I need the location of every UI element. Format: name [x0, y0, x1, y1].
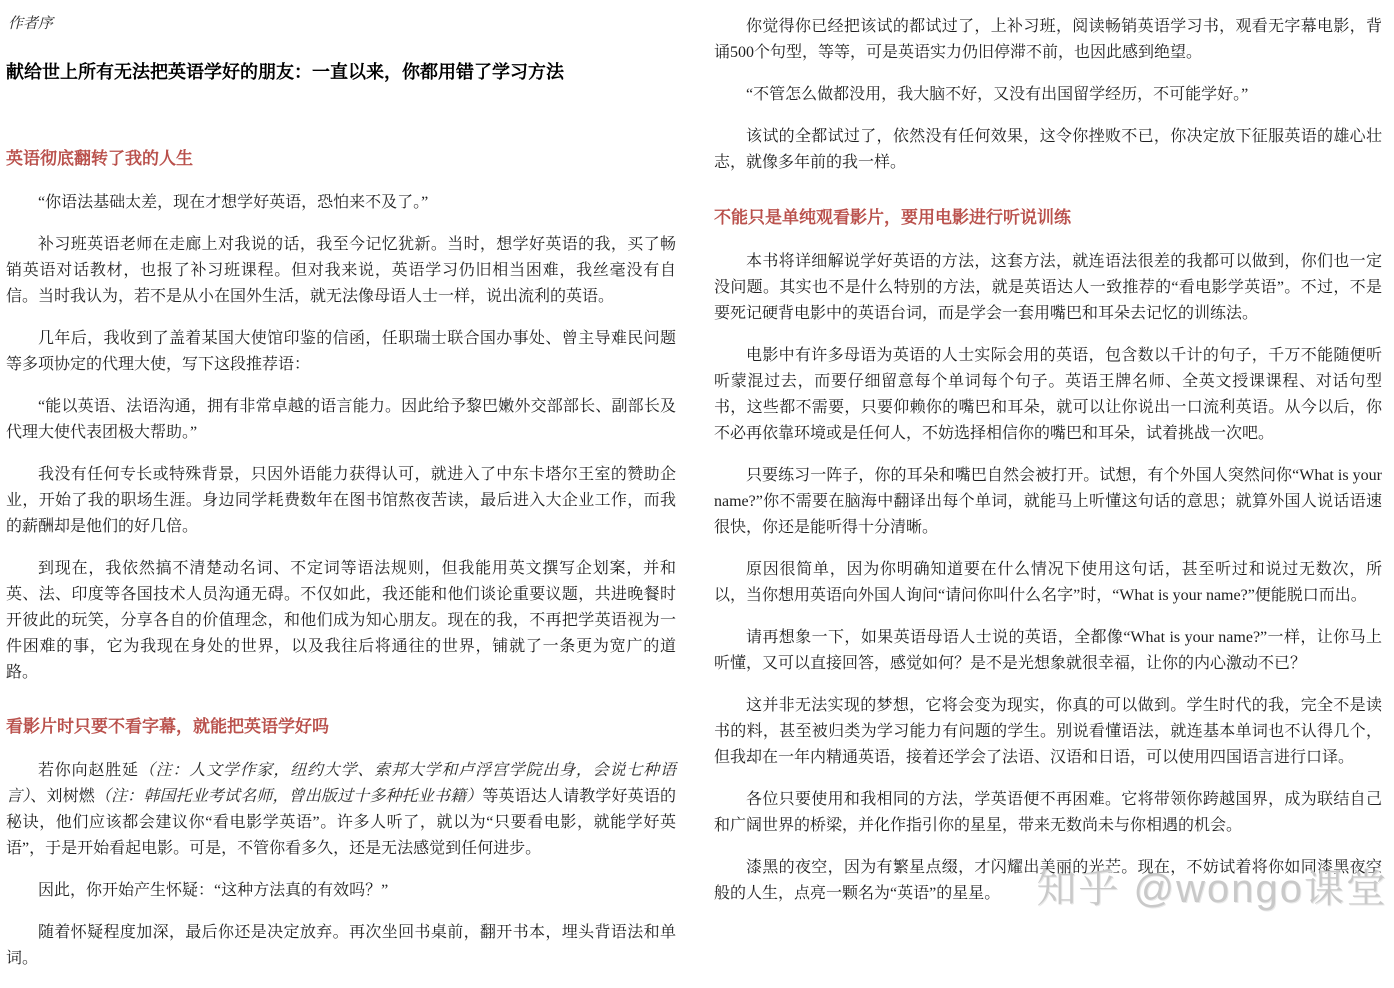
paragraph: 本书将详细解说学好英语的方法，这套方法，就连语法很差的我都可以做到，你们也一定没问题。其实也不是什么特别的方法，就是英语达人一致推荐的“看电影学英语”。不过，不是要死记硬背电影中的英语台词，而是学会一套用嘴巴和耳朵去记忆的训练法。	[714, 253, 1382, 322]
section-heading-english-turned-my-life: 英语彻底翻转了我的人生	[6, 149, 193, 168]
paragraph	[6, 758, 676, 862]
paragraph: 原因很简单，因为你明确知道要在什么情况下使用这句话，甚至听过和说过无数次，所以，当你想用英语向外国人询问“请问你叫什么名字”时，“What is your name?”便能脱口而出。	[714, 561, 1382, 604]
paragraph-text: 、刘树燃	[30, 788, 95, 805]
paragraph-text: 等英语达人请教学好英语的秘诀，他们应该都会建议你“看电影学英语”。许多人听了，就以为“只要看电影，就能学好英语”，于是开始看起电影。可是，不管你看多久，还是无法感觉到任何进步。	[6, 788, 676, 857]
annotation-note: （注：韩国托业考试名师，曾出版过十多种托业书籍）	[94, 788, 483, 805]
paragraph: 补习班英语老师在走廊上对我说的话，我至今记忆犹新。当时，想学好英语的我，买了畅销英语对话教材，也报了补习班课程。但对我来说，英语学习仍旧相当困难，我丝毫没有自信。当时我认为，若不是从小在国外生活，就无法像母语人士一样，说出流利的英语。	[6, 236, 676, 305]
paragraph: 电影中有许多母语为英语的人士实际会用的英语，包含数以千计的句子，千万不能随便听听蒙混过去，而要仔细留意每个单词每个句子。英语王牌名师、全英文授课课程、对话句型书，这些都不需要，只要仰赖你的嘴巴和耳朵，就可以让你说出一口流利英语。从今以后，你不必再依靠环境或是任何人，不妨选择相信你的嘴巴和耳朵，试着挑战一次吧。	[714, 347, 1382, 442]
zhihu-watermark: 知乎 @wongo课堂	[1036, 867, 1388, 911]
paragraph: 随着怀疑程度加深，最后你还是决定放弃。再次坐回书桌前，翻开书本，埋头背语法和单词。	[6, 924, 676, 967]
paragraph: 因此，你开始产生怀疑：“这种方法真的有效吗？”	[38, 882, 389, 899]
paragraph: 请再想象一下，如果英语母语人士说的英语，全都像“What is your name?”一样，让你马上听懂，又可以直接回答，感觉如何？是不是光想象就很幸福，让你的内心激动不已？	[714, 629, 1382, 672]
paragraph: 只要练习一阵子，你的耳朵和嘴巴自然会被打开。试想，有个外国人突然问你“What is your name?”你不需要在脑海中翻译出每个单词，就能马上听懂这句话的意思；就算外国人说话语速很快，你还是能听得十分清晰。	[714, 467, 1382, 536]
paragraph: 该试的全都试过了，依然没有任何效果，这令你挫败不已，你决定放下征服英语的雄心壮志，就像多年前的我一样。	[714, 128, 1382, 171]
preface-label: 作者序	[8, 16, 54, 32]
paragraph: 这并非无法实现的梦想，它将会变为现实，你真的可以做到。学生时代的我，完全不是读书的料，甚至被归类为学习能力有问题的学生。别说看懂语法，就连基本单词也不认得几个，但我却在一年内精通英语，接着还学会了法语、汉语和日语，可以使用四国语言进行口译。	[714, 697, 1382, 766]
section-heading-watch-without-subtitles: 看影片时只要不看字幕，就能把英语学好吗	[6, 717, 329, 736]
document-title: 献给世上所有无法把英语学好的朋友：一直以来，你都用错了学习方法	[6, 62, 564, 82]
section-heading-listening-speaking-training: 不能只是单纯观看影片，要用电影进行听说训练	[714, 208, 1071, 227]
paragraph: “能以英语、法语沟通，拥有非常卓越的语言能力。因此给予黎巴嫩外交部部长、副部长及代理大使代表团极大帮助。”	[6, 398, 676, 441]
annotation-note: （注：人文学作家，纽约大学、索邦大学和卢浮宫学院出身，会说七种语言）	[6, 762, 676, 805]
paragraph: 你觉得你已经把该试的都试过了，上补习班，阅读畅销英语学习书，观看无字幕电影，背诵500个句型，等等，可是英语实力仍旧停滞不前，也因此感到绝望。	[714, 18, 1382, 61]
paragraph: “不管怎么做都没用，我大脑不好，又没有出国留学经历，不可能学好。”	[746, 86, 1249, 103]
paragraph: 各位只要使用和我相同的方法，学英语便不再困难。它将带领你跨越国界，成为联结自己和广阔世界的桥梁，并化作指引你的星星，带来无数尚未与你相遇的机会。	[714, 791, 1382, 834]
paragraph: “你语法基础太差，现在才想学好英语，恐怕来不及了。”	[38, 194, 429, 211]
paragraph-text: 若你向赵胜延	[38, 762, 139, 779]
paragraph: 漆黑的夜空，因为有繁星点缀，才闪耀出美丽的光芒。现在，不妨试着将你如同漆黑夜空般的人生，点亮一颗名为“英语”的星星。	[714, 859, 1382, 902]
paragraph: 到现在，我依然搞不清楚动名词、不定词等语法规则，但我能用英文撰写企划案，并和英、法、印度等各国技术人员沟通无碍。不仅如此，我还能和他们谈论重要议题，共进晚餐时开彼此的玩笑，分享各自的价值理念，和他们成为知心朋友。现在的我，不再把学英语视为一件困难的事，它为我现在身处的世界，以及我往后将通往的世界，铺就了一条更为宽广的道路。	[6, 560, 676, 681]
right-column	[714, 8, 1382, 923]
paragraph: 我没有任何专长或特殊背景，只因外语能力获得认可，就进入了中东卡塔尔王室的赞助企业，开始了我的职场生涯。身边同学耗费数年在图书馆熬夜苦读，最后进入大企业工作，而我的薪酬却是他们的好几倍。	[6, 466, 676, 535]
left-column	[6, 8, 676, 988]
paragraph: 几年后，我收到了盖着某国大使馆印鉴的信函，任职瑞士联合国办事处、曾主导难民问题等多项协定的代理大使，写下这段推荐语：	[6, 330, 676, 373]
